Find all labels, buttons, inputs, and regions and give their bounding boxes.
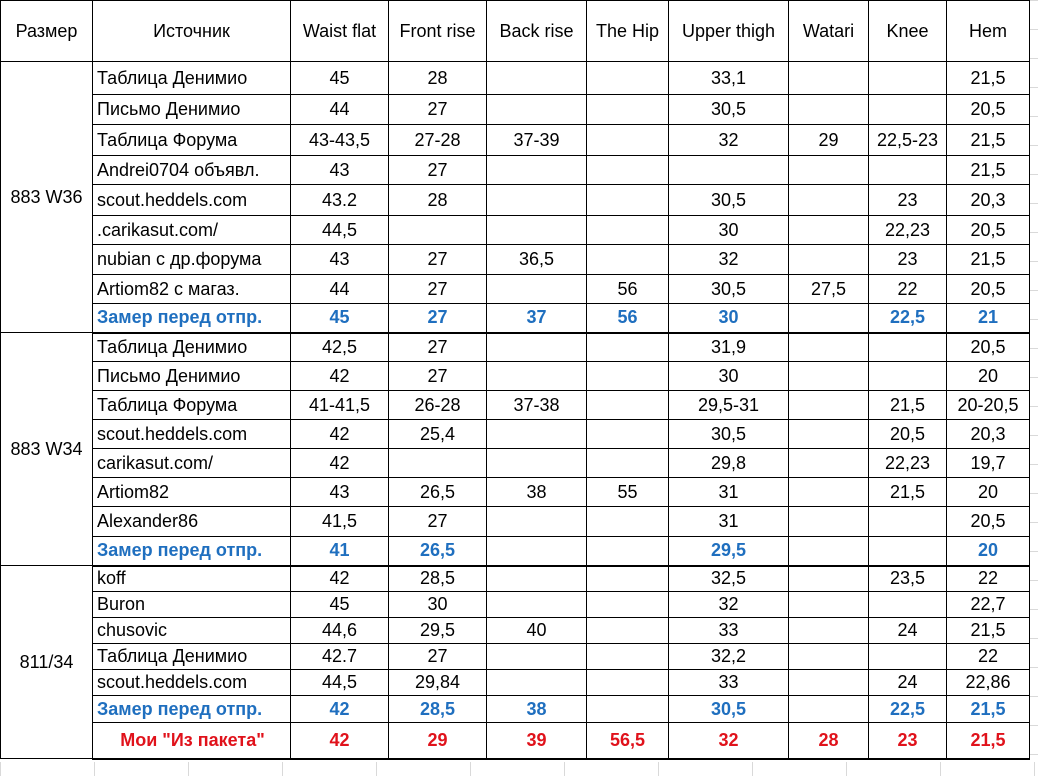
- source-cell: Alexander86: [93, 507, 291, 537]
- front-rise-cell: 27: [389, 507, 487, 537]
- upper-thigh-cell: 29,5-31: [669, 391, 789, 420]
- source-cell: Замер перед отпр.: [93, 304, 291, 333]
- waist-flat-header: Waist flat: [291, 1, 389, 62]
- hip-header: The Hip: [587, 1, 669, 62]
- hip-cell: [587, 245, 669, 275]
- source-cell: scout.heddels.com: [93, 185, 291, 216]
- back-rise-cell: [487, 507, 587, 537]
- upper-thigh-cell: 30,5: [669, 95, 789, 125]
- source-cell: Замер перед отпр.: [93, 537, 291, 566]
- back-rise-cell: [487, 420, 587, 449]
- knee-cell: [869, 95, 947, 125]
- hem-cell: 19,7: [947, 449, 1030, 478]
- waist-flat-cell: 42: [291, 696, 389, 723]
- knee-cell: 24: [869, 618, 947, 644]
- source-cell: Письмо Денимио: [93, 95, 291, 125]
- table-row: [1, 95, 1030, 125]
- hem-cell: 21,5: [947, 696, 1030, 723]
- front-rise-cell: 27: [389, 644, 487, 670]
- front-rise-cell: [389, 216, 487, 245]
- hem-cell: 21,5: [947, 156, 1030, 185]
- watari-cell: 29: [789, 125, 869, 156]
- hem-cell: 21,5: [947, 723, 1030, 759]
- watari-cell: [789, 156, 869, 185]
- knee-cell: [869, 156, 947, 185]
- source-cell: Artiom82 с магаз.: [93, 275, 291, 304]
- watari-cell: [789, 391, 869, 420]
- source-cell: carikasut.com/: [93, 449, 291, 478]
- watari-cell: [789, 245, 869, 275]
- hip-cell: [587, 362, 669, 391]
- upper-thigh-cell: 32,5: [669, 566, 789, 592]
- back-rise-cell: 38: [487, 696, 587, 723]
- size-cell: 883 W36: [1, 62, 93, 333]
- hip-cell: 55: [587, 478, 669, 507]
- back-rise-cell: [487, 95, 587, 125]
- hip-cell: 56: [587, 275, 669, 304]
- watari-cell: [789, 618, 869, 644]
- source-cell: Buron: [93, 592, 291, 618]
- source-cell: Таблица Денимио: [93, 333, 291, 362]
- waist-flat-cell: 42: [291, 449, 389, 478]
- table-row: [1, 644, 1030, 670]
- hip-cell: [587, 449, 669, 478]
- hem-cell: 20,3: [947, 185, 1030, 216]
- back-rise-cell: [487, 537, 587, 566]
- knee-cell: 23,5: [869, 566, 947, 592]
- watari-cell: [789, 507, 869, 537]
- front-rise-cell: 28: [389, 185, 487, 216]
- upper-thigh-cell: 29,5: [669, 537, 789, 566]
- watari-cell: [789, 304, 869, 333]
- watari-cell: [789, 644, 869, 670]
- waist-flat-cell: 42,5: [291, 333, 389, 362]
- source-cell: Письмо Денимио: [93, 362, 291, 391]
- hem-cell: 20: [947, 362, 1030, 391]
- watari-cell: [789, 420, 869, 449]
- knee-cell: 21,5: [869, 478, 947, 507]
- knee-cell: 24: [869, 670, 947, 696]
- upper-thigh-cell: [669, 156, 789, 185]
- front-rise-cell: 27: [389, 333, 487, 362]
- front-rise-cell: 28,5: [389, 566, 487, 592]
- hem-cell: 22,86: [947, 670, 1030, 696]
- front-rise-cell: 26,5: [389, 478, 487, 507]
- back-rise-cell: [487, 216, 587, 245]
- watari-header: Watari: [789, 1, 869, 62]
- back-rise-cell: [487, 362, 587, 391]
- watari-cell: [789, 478, 869, 507]
- table-row: [1, 333, 1030, 362]
- knee-cell: 23: [869, 723, 947, 759]
- table-row: [1, 245, 1030, 275]
- knee-cell: [869, 644, 947, 670]
- back-rise-cell: [487, 333, 587, 362]
- size-cell: 883 W34: [1, 333, 93, 566]
- upper-thigh-cell: 31: [669, 478, 789, 507]
- hip-cell: [587, 333, 669, 362]
- table-row: [1, 670, 1030, 696]
- knee-cell: 22,5: [869, 304, 947, 333]
- front-rise-cell: 27: [389, 95, 487, 125]
- back-rise-cell: [487, 62, 587, 95]
- front-rise-cell: 26-28: [389, 391, 487, 420]
- knee-cell: [869, 537, 947, 566]
- hem-cell: 20,5: [947, 507, 1030, 537]
- hip-cell: [587, 566, 669, 592]
- front-rise-cell: 29: [389, 723, 487, 759]
- source-cell: Замер перед отпр.: [93, 696, 291, 723]
- table-row: [1, 62, 1030, 95]
- back-rise-cell: 37: [487, 304, 587, 333]
- hem-cell: 20,3: [947, 420, 1030, 449]
- waist-flat-cell: 45: [291, 592, 389, 618]
- table-row: [1, 216, 1030, 245]
- hem-cell: 21,5: [947, 62, 1030, 95]
- hem-cell: 21,5: [947, 245, 1030, 275]
- table-row: [1, 449, 1030, 478]
- watari-cell: [789, 696, 869, 723]
- hip-cell: [587, 618, 669, 644]
- back-rise-cell: [487, 566, 587, 592]
- watari-cell: [789, 537, 869, 566]
- back-rise-cell: [487, 275, 587, 304]
- waist-flat-cell: 42: [291, 566, 389, 592]
- header-row: [1, 1, 1030, 62]
- back-rise-cell: 37-39: [487, 125, 587, 156]
- table-row: [1, 391, 1030, 420]
- source-cell: Таблица Денимио: [93, 62, 291, 95]
- knee-cell: 23: [869, 185, 947, 216]
- waist-flat-cell: 42: [291, 362, 389, 391]
- table-row: [1, 537, 1030, 566]
- knee-cell: 22,5: [869, 696, 947, 723]
- source-cell: .carikasut.com/: [93, 216, 291, 245]
- waist-flat-cell: 44,6: [291, 618, 389, 644]
- hem-cell: 20,5: [947, 275, 1030, 304]
- front-rise-cell: 27: [389, 275, 487, 304]
- knee-cell: [869, 592, 947, 618]
- waist-flat-cell: 42: [291, 723, 389, 759]
- watari-cell: [789, 95, 869, 125]
- upper-thigh-cell: 30,5: [669, 696, 789, 723]
- source-header: Источник: [93, 1, 291, 62]
- waist-flat-cell: 43: [291, 156, 389, 185]
- front-rise-cell: 27: [389, 245, 487, 275]
- upper-thigh-cell: 33: [669, 618, 789, 644]
- upper-thigh-cell: 30: [669, 362, 789, 391]
- upper-thigh-cell: 32,2: [669, 644, 789, 670]
- knee-cell: 21,5: [869, 391, 947, 420]
- knee-cell: 23: [869, 245, 947, 275]
- hip-cell: [587, 644, 669, 670]
- watari-cell: 28: [789, 723, 869, 759]
- table-row: [1, 275, 1030, 304]
- knee-cell: 22,5-23: [869, 125, 947, 156]
- sheet-gridlines-right: [1030, 0, 1038, 776]
- back-rise-cell: [487, 670, 587, 696]
- front-rise-cell: 29,5: [389, 618, 487, 644]
- hem-cell: 22: [947, 566, 1030, 592]
- source-cell: nubian с др.форума: [93, 245, 291, 275]
- hip-cell: [587, 670, 669, 696]
- source-cell: scout.heddels.com: [93, 670, 291, 696]
- knee-cell: 22,23: [869, 216, 947, 245]
- back-rise-cell: 39: [487, 723, 587, 759]
- upper-thigh-cell: 30,5: [669, 185, 789, 216]
- back-rise-cell: [487, 156, 587, 185]
- hem-cell: 22: [947, 644, 1030, 670]
- upper-thigh-cell: 33,1: [669, 62, 789, 95]
- hem-cell: 20: [947, 537, 1030, 566]
- upper-thigh-cell: 32: [669, 125, 789, 156]
- front-rise-cell: 26,5: [389, 537, 487, 566]
- table-row: [1, 696, 1030, 723]
- front-rise-cell: 27: [389, 362, 487, 391]
- upper-thigh-cell: 30: [669, 216, 789, 245]
- hip-cell: [587, 507, 669, 537]
- waist-flat-cell: 44: [291, 275, 389, 304]
- upper-thigh-cell: 31,9: [669, 333, 789, 362]
- back-rise-cell: [487, 592, 587, 618]
- hip-cell: [587, 62, 669, 95]
- watari-cell: [789, 62, 869, 95]
- hem-cell: 22,7: [947, 592, 1030, 618]
- source-cell: koff: [93, 566, 291, 592]
- watari-cell: [789, 566, 869, 592]
- size-cell: 811/34: [1, 566, 93, 759]
- table-row: [1, 420, 1030, 449]
- table-row: [1, 592, 1030, 618]
- source-cell: Artiom82: [93, 478, 291, 507]
- hip-cell: [587, 696, 669, 723]
- sheet-gridlines-bottom: [0, 762, 1038, 776]
- hip-cell: [587, 216, 669, 245]
- watari-cell: [789, 362, 869, 391]
- upper-thigh-cell: 29,8: [669, 449, 789, 478]
- table-row: [1, 304, 1030, 333]
- watari-cell: [789, 333, 869, 362]
- upper-thigh-cell: 31: [669, 507, 789, 537]
- hem-cell: 21,5: [947, 618, 1030, 644]
- front-rise-cell: 27: [389, 304, 487, 333]
- hip-cell: [587, 156, 669, 185]
- hip-cell: 56: [587, 304, 669, 333]
- waist-flat-cell: 45: [291, 62, 389, 95]
- front-rise-cell: 25,4: [389, 420, 487, 449]
- table-row: [1, 185, 1030, 216]
- size-header: Размер: [1, 1, 93, 62]
- knee-cell: [869, 62, 947, 95]
- hip-cell: [587, 185, 669, 216]
- source-cell: Таблица Форума: [93, 125, 291, 156]
- front-rise-cell: 28: [389, 62, 487, 95]
- waist-flat-cell: 43.2: [291, 185, 389, 216]
- waist-flat-cell: 44: [291, 95, 389, 125]
- back-rise-cell: [487, 644, 587, 670]
- knee-cell: [869, 333, 947, 362]
- back-rise-cell: 38: [487, 478, 587, 507]
- front-rise-cell: 27: [389, 156, 487, 185]
- hem-cell: 21: [947, 304, 1030, 333]
- front-rise-cell: 27-28: [389, 125, 487, 156]
- waist-flat-cell: 45: [291, 304, 389, 333]
- waist-flat-cell: 43: [291, 478, 389, 507]
- table-row: [1, 156, 1030, 185]
- knee-header: Knee: [869, 1, 947, 62]
- front-rise-header: Front rise: [389, 1, 487, 62]
- front-rise-cell: 28,5: [389, 696, 487, 723]
- watari-cell: [789, 670, 869, 696]
- upper-thigh-cell: 32: [669, 245, 789, 275]
- watari-cell: [789, 185, 869, 216]
- knee-cell: [869, 507, 947, 537]
- hip-cell: [587, 125, 669, 156]
- back-rise-cell: 37-38: [487, 391, 587, 420]
- waist-flat-cell: 44,5: [291, 670, 389, 696]
- knee-cell: [869, 362, 947, 391]
- upper-thigh-header: Upper thigh: [669, 1, 789, 62]
- waist-flat-cell: 41: [291, 537, 389, 566]
- back-rise-header: Back rise: [487, 1, 587, 62]
- table-row: [1, 723, 1030, 759]
- source-cell: Таблица Форума: [93, 391, 291, 420]
- back-rise-cell: [487, 185, 587, 216]
- upper-thigh-cell: 30: [669, 304, 789, 333]
- back-rise-cell: [487, 449, 587, 478]
- table-row: [1, 125, 1030, 156]
- hem-cell: 20-20,5: [947, 391, 1030, 420]
- source-cell: Andrei0704 объявл.: [93, 156, 291, 185]
- front-rise-cell: 29,84: [389, 670, 487, 696]
- watari-cell: [789, 216, 869, 245]
- waist-flat-cell: 42.7: [291, 644, 389, 670]
- hip-cell: [587, 391, 669, 420]
- watari-cell: [789, 449, 869, 478]
- hip-cell: [587, 420, 669, 449]
- waist-flat-cell: 44,5: [291, 216, 389, 245]
- hem-cell: 20,5: [947, 216, 1030, 245]
- upper-thigh-cell: 30,5: [669, 420, 789, 449]
- hip-cell: 56,5: [587, 723, 669, 759]
- source-cell: chusovic: [93, 618, 291, 644]
- knee-cell: 22: [869, 275, 947, 304]
- hem-cell: 21,5: [947, 125, 1030, 156]
- waist-flat-cell: 43-43,5: [291, 125, 389, 156]
- upper-thigh-cell: 32: [669, 723, 789, 759]
- waist-flat-cell: 42: [291, 420, 389, 449]
- hip-cell: [587, 592, 669, 618]
- hem-cell: 20,5: [947, 333, 1030, 362]
- front-rise-cell: [389, 449, 487, 478]
- upper-thigh-cell: 33: [669, 670, 789, 696]
- back-rise-cell: 36,5: [487, 245, 587, 275]
- source-cell: Мои "Из пакета": [93, 723, 291, 759]
- table-row: [1, 362, 1030, 391]
- source-cell: Таблица Денимио: [93, 644, 291, 670]
- watari-cell: [789, 592, 869, 618]
- waist-flat-cell: 43: [291, 245, 389, 275]
- table-row: [1, 566, 1030, 592]
- table-row: [1, 507, 1030, 537]
- upper-thigh-cell: 30,5: [669, 275, 789, 304]
- hem-cell: 20,5: [947, 95, 1030, 125]
- table-row: [1, 618, 1030, 644]
- knee-cell: 22,23: [869, 449, 947, 478]
- waist-flat-cell: 41,5: [291, 507, 389, 537]
- hem-header: Hem: [947, 1, 1030, 62]
- source-cell: scout.heddels.com: [93, 420, 291, 449]
- hip-cell: [587, 95, 669, 125]
- back-rise-cell: 40: [487, 618, 587, 644]
- knee-cell: 20,5: [869, 420, 947, 449]
- upper-thigh-cell: 32: [669, 592, 789, 618]
- hip-cell: [587, 537, 669, 566]
- table-row: [1, 478, 1030, 507]
- waist-flat-cell: 41-41,5: [291, 391, 389, 420]
- hem-cell: 20: [947, 478, 1030, 507]
- front-rise-cell: 30: [389, 592, 487, 618]
- watari-cell: 27,5: [789, 275, 869, 304]
